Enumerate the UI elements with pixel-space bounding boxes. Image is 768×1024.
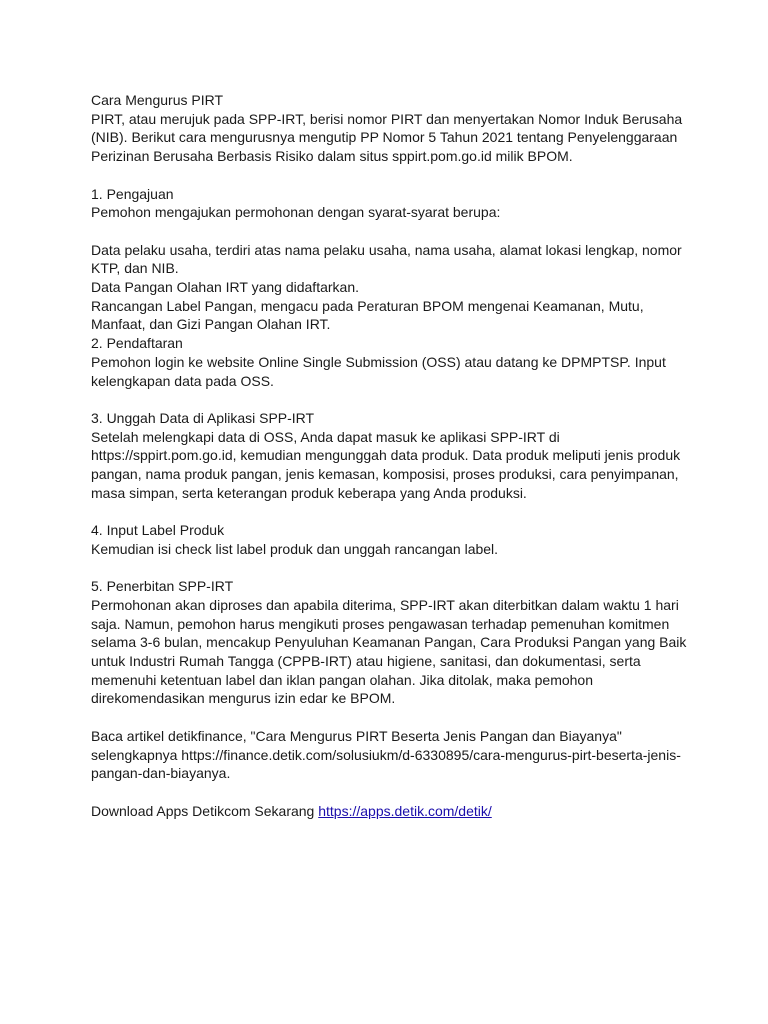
requirement-line: Rancangan Label Pangan, mengacu pada Peraturan BPOM mengenai Keamanan, Mutu, xyxy=(91,297,644,314)
spacer xyxy=(91,559,691,578)
intro-line: (NIB). Berikut cara mengurusnya mengutip PP Nomor 5 Tahun 2021 tentang Penyelenggaraan xyxy=(91,129,678,146)
intro-line: PIRT, atau merujuk pada SPP-IRT, berisi nomor PIRT dan menyertakan Nomor Induk Berusaha xyxy=(91,110,683,127)
step-text: Pemohon mengajukan permohonan dengan syarat-syarat berupa: xyxy=(91,204,501,221)
document-title: Cara Mengurus PIRT xyxy=(91,92,224,108)
step-unggah-data xyxy=(91,409,691,503)
step-text: direkomendasikan mengurus izin edar ke BPOM. xyxy=(91,690,396,707)
step-text: untuk Industri Rumah Tangga (CPPB-IRT) atau higiene, sanitasi, dan dokumentasi, serta xyxy=(91,653,641,670)
spacer xyxy=(91,783,691,802)
step-text: memenuhi ketentuan label dan iklan pangan olahan. Jika ditolak, maka pemohon xyxy=(91,671,594,688)
step-heading: 2. Pendaftaran xyxy=(91,335,183,352)
step-text: pangan, nama produk pangan, jenis kemasan, komposisi, proses produksi, cara penyimpanan, xyxy=(91,466,679,483)
download-text: Download Apps Detikcom Sekarang xyxy=(91,802,319,819)
step-text: masa simpan, serta keterangan produk keberapa yang Anda produksi. xyxy=(91,484,527,501)
spacer xyxy=(91,502,691,521)
source-paragraph xyxy=(91,727,691,783)
intro-paragraph xyxy=(91,110,691,166)
step-input-label xyxy=(91,521,691,558)
step-penerbitan xyxy=(91,577,691,708)
step-text: Pemohon login ke website Online Single Submission (OSS) atau datang ke DPMPTSP. Input xyxy=(91,353,666,370)
step-heading: 5. Penerbitan SPP-IRT xyxy=(91,578,234,595)
step-pengajuan xyxy=(91,185,691,335)
step-text: kelengkapan data pada OSS. xyxy=(91,372,274,389)
source-line: Baca artikel detikfinance, "Cara Mengurus PIRT Beserta Jenis Pangan dan Biayanya" xyxy=(91,727,622,744)
spacer xyxy=(91,390,691,409)
source-line: selengkapnya https://finance.detik.com/solusiukm/d-6330895/cara-mengurus-pirt-beserta-jenis- xyxy=(91,746,681,763)
requirement-line: Data Pangan Olahan IRT yang didaftarkan. xyxy=(91,279,359,295)
requirement-line: Manfaat, dan Gizi Pangan Olahan IRT. xyxy=(91,316,331,333)
source-line: pangan-dan-biayanya. xyxy=(91,765,231,782)
step-text: selama 3-6 bulan, mencakup Penyuluhan Keamanan Pangan, Cara Produksi Pangan yang Baik xyxy=(91,634,687,651)
spacer xyxy=(91,222,691,241)
spacer xyxy=(91,166,691,185)
download-link[interactable]: https://apps.detik.com/detik/ xyxy=(318,802,492,819)
step-text: saja. Namun, pemohon harus mengikuti proses pengawasan terhadap pemenuhan komitmen xyxy=(91,615,670,632)
intro-line: Perizinan Berusaha Berbasis Risiko dalam situs sppirt.pom.go.id milik BPOM. xyxy=(91,148,573,165)
step-text: Kemudian isi check list label produk dan unggah rancangan label. xyxy=(91,540,499,557)
step-text: Setelah melengkapi data di OSS, Anda dapat masuk ke aplikasi SPP-IRT di xyxy=(91,428,560,445)
step-heading: 3. Unggah Data di Aplikasi SPP-IRT xyxy=(91,409,315,426)
step-text: https://sppirt.pom.go.id, kemudian mengunggah data produk. Data produk meliputi jenis produk xyxy=(91,447,681,464)
step-heading: 1. Pengajuan xyxy=(91,185,174,202)
requirement-line: KTP, dan NIB. xyxy=(91,260,179,277)
step-text: Permohonan akan diproses dan apabila diterima, SPP-IRT akan diterbitkan dalam waktu 1 hari xyxy=(91,596,679,613)
step-pendaftaran xyxy=(91,334,691,390)
document-body xyxy=(91,91,691,820)
download-line xyxy=(91,802,691,821)
requirement-line: Data pelaku usaha, terdiri atas nama pelaku usaha, nama usaha, alamat lokasi lengkap, nomor xyxy=(91,241,682,258)
spacer xyxy=(91,708,691,727)
step-heading: 4. Input Label Produk xyxy=(91,522,225,539)
